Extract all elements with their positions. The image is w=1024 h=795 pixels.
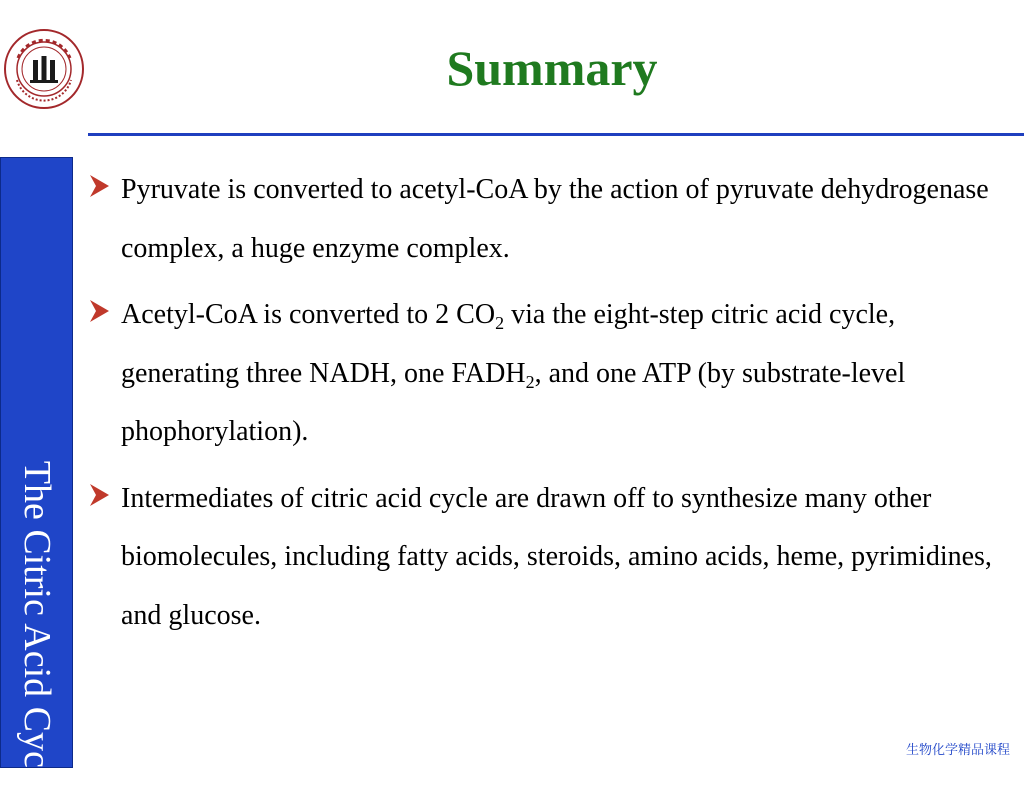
sidebar-banner — [0, 157, 73, 795]
bullet-text: Intermediates of citric acid cycle are drawn off to synthesize many other biomolecules, including fatty acids, steroids, amino acids, heme, pyrimidines, and glucose. — [121, 482, 992, 631]
sidebar-label: The Citric Acid Cycle — [16, 460, 58, 795]
bullet-item — [88, 470, 1004, 646]
arrow-bullet-icon — [88, 286, 121, 328]
bullet-list — [88, 161, 1004, 653]
arrow-bullet-icon — [88, 161, 121, 203]
bullet-item — [88, 161, 1004, 278]
title-divider — [88, 133, 1024, 136]
bullet-item — [88, 286, 1004, 462]
bullet-text: Acetyl-CoA is converted to 2 $CO_2$ via the eight-step citric acid cycle, generating three NADH, one $FADH_2$, and one ATP (by substrate-level phophorylation). — [121, 299, 906, 447]
footer-course-label: 生物化学精品课程 — [905, 743, 1010, 758]
slide-title: Summary — [446, 40, 658, 96]
university-logo — [3, 28, 85, 110]
arrow-bullet-icon — [88, 470, 121, 512]
bullet-text: Pyruvate is converted to acetyl-CoA by the action of pyruvate dehydrogenase complex, a huge enzyme complex. — [121, 174, 989, 264]
